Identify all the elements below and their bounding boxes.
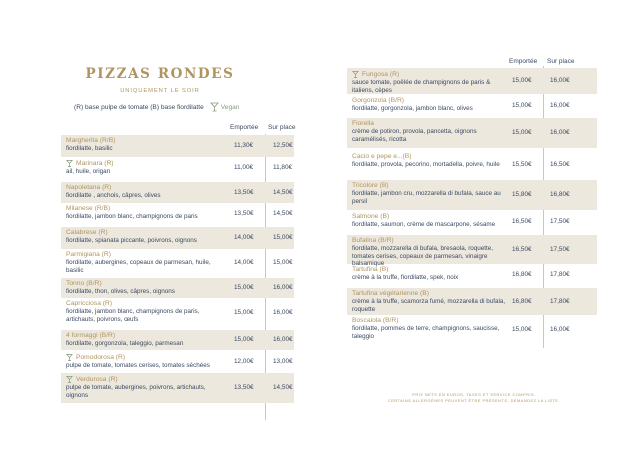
- pizza-name-row: [66, 137, 290, 145]
- price-takeaway: 16,50€: [512, 245, 532, 253]
- pizza-name: Salmone (B): [352, 213, 390, 220]
- pizza-name: Tartufina (B): [352, 266, 389, 273]
- pizza-description: fiordilatte, gorgonzola, jambon blanc, olives: [352, 105, 473, 112]
- pizza-description: ail, huile, origan: [66, 168, 111, 175]
- pizza-name: Tartufina végétarienne (B): [352, 290, 429, 297]
- price-takeaway: 14,00€: [234, 234, 254, 241]
- vegan-glass-icon: [352, 70, 359, 79]
- pizza-name: Boscaiola (B/R): [352, 317, 399, 324]
- menu-item: [61, 157, 294, 179]
- left-header-takeaway: Emportée: [230, 124, 259, 131]
- pizza-name-row: [66, 159, 290, 168]
- price-onsite: 15,00€: [273, 234, 293, 241]
- price-takeaway: 15,00€: [512, 101, 532, 109]
- price-onsite: 14,50€: [273, 188, 293, 196]
- price-onsite: 16,50€: [550, 161, 570, 168]
- pizza-name: Cacio e pepe e...(B): [352, 153, 412, 160]
- menu-item: [61, 249, 294, 276]
- price-takeaway: 11,30€: [234, 142, 254, 149]
- price-onsite: 15,00€: [273, 258, 293, 266]
- pizza-description: sauce tomate, poêlée de champignons de paris & italiens, cèpes: [352, 79, 491, 94]
- pizza-description: fiordilatte , anchois, câpres, olives: [66, 192, 161, 199]
- price-takeaway: 16,80€: [512, 297, 532, 305]
- pizza-name: Milanese (R/B): [66, 205, 111, 212]
- pizza-name: Fungosa (R): [362, 70, 400, 78]
- price-takeaway: 13,50€: [234, 210, 254, 217]
- vegan-glass-icon: [210, 102, 219, 112]
- price-onsite: 13,00€: [273, 357, 293, 365]
- price-takeaway: 15,00€: [512, 326, 532, 333]
- pizza-name: Margherita (R/B): [66, 137, 116, 144]
- pizza-name-row: [352, 120, 593, 128]
- legend: [74, 102, 239, 112]
- price-onsite: 11,80€: [273, 164, 293, 171]
- pizza-name: Pomodorosa (R): [76, 353, 126, 361]
- menu-item: [61, 351, 294, 372]
- page-subtitle: UNIQUEMENT LE SOIR: [120, 88, 200, 94]
- pizza-description: fiordilatte, provola, pecorino, mortadella, poivre, huile: [352, 161, 500, 168]
- footer-line-1: PRIX NETS EN EUROS, TAXES ET SERVICE COMPRIS.: [412, 392, 536, 397]
- pizza-name-row: [66, 205, 290, 213]
- legend-vegan-label: Vegan: [220, 103, 240, 111]
- footer-line-2: CERTAINS ALLERGÈNES PEUVENT ÊTRE PRÉSENTS, DEMANDEZ LA LISTE.: [387, 398, 561, 403]
- price-onsite: 16,00€: [550, 326, 570, 333]
- price-takeaway: 15,00€: [234, 336, 254, 343]
- pizza-name: Bufalina (B/R): [352, 237, 394, 244]
- pizza-name-row: [66, 332, 290, 340]
- pizza-name-row: [66, 300, 290, 308]
- price-takeaway: 15,80€: [512, 191, 532, 198]
- price-takeaway: 13,50€: [234, 188, 254, 196]
- pizza-name: Capricciosa (R): [66, 300, 113, 307]
- pizza-description: fiordilatte, basilic: [66, 145, 113, 152]
- pizza-name: Tricolore (B): [352, 182, 389, 189]
- pizza-name: Fiorella: [352, 120, 374, 127]
- price-onsite: 16,00€: [273, 284, 293, 291]
- vegan-glass-icon: [66, 375, 73, 384]
- right-header-onsite: Sur place: [547, 58, 575, 65]
- menu-item: [61, 227, 294, 249]
- pizza-description: fiordilatte, aubergines, copeaux de parmesan, huile, basilic: [66, 259, 211, 274]
- pizza-name: Parmigiana (R): [66, 251, 111, 258]
- price-onsite: 17,50€: [550, 245, 570, 253]
- price-onsite: 16,80€: [550, 191, 570, 198]
- menu-item: [61, 203, 294, 225]
- pizza-name: Napoletana (R): [66, 184, 112, 191]
- pizza-description: fiordilatte, gorgonzola, taleggio, parmesan: [66, 340, 184, 347]
- pizza-description: crème de potiron, provola, pancetta, oignons caramélisés, ricotta: [352, 128, 477, 143]
- price-takeaway: 15,00€: [512, 77, 532, 84]
- pizza-description: fiordilatte, thon, olives, câpres, oignons: [66, 288, 175, 295]
- pizza-name-row: [352, 317, 593, 325]
- pizza-description: crème à la truffe, fiordilatte, spek, noix: [352, 274, 459, 281]
- price-onsite: 16,00€: [273, 309, 293, 316]
- pizza-name: Marinara (R): [76, 159, 114, 167]
- pizza-name-row: [66, 184, 290, 192]
- price-takeaway: 15,00€: [234, 309, 254, 316]
- price-takeaway: 14,00€: [234, 258, 254, 266]
- pizza-description: pulpe de tomate, aubergines, poivrons, artichauts, oignons: [66, 384, 206, 399]
- price-onsite: 16,00€: [550, 77, 570, 84]
- price-takeaway: 15,00€: [234, 284, 254, 291]
- pizza-name-row: [352, 182, 593, 190]
- price-onsite: 16,00€: [550, 129, 570, 136]
- pizza-name: Tonno (B/R): [66, 280, 102, 287]
- pizza-name-row: [352, 153, 593, 161]
- price-takeaway: 13,50€: [234, 384, 254, 391]
- price-onsite: 14,50€: [273, 210, 293, 217]
- pizza-name: 4 formaggi (B/R): [66, 332, 116, 339]
- pizza-name-row: [66, 280, 290, 288]
- price-onsite: 17,80€: [550, 271, 570, 278]
- left-header-onsite: Sur place: [268, 124, 296, 131]
- pizza-name-row: [66, 375, 290, 384]
- price-onsite: 12,50€: [273, 142, 293, 149]
- vegan-glass-icon: [66, 353, 73, 362]
- menu-item: [61, 330, 294, 350]
- price-takeaway: 15,50€: [512, 161, 532, 168]
- pizza-description: fiordilatte, pommes de terre, champignons, saucisse, taleggio: [352, 325, 500, 340]
- price-takeaway: 12,00€: [234, 357, 254, 365]
- price-onsite: 16,00€: [550, 101, 570, 109]
- price-takeaway: 15,00€: [512, 129, 532, 136]
- pizza-name-row: [66, 353, 290, 362]
- pizza-name-row: [66, 251, 290, 259]
- pizza-description: fiordilatte, saumon, crème de mascarpone, sésame: [352, 221, 496, 228]
- pizza-description: fiordilatte, spianata piccante, poivrons, oignons: [66, 237, 197, 244]
- menu-item: [61, 298, 294, 328]
- price-onsite: 17,50€: [550, 218, 570, 225]
- price-onsite: 17,80€: [550, 297, 570, 305]
- legend-text: (R) base pulpe de tomate (B) base fiordilatte: [74, 103, 204, 111]
- pizza-name: Verdurosa (R): [76, 375, 118, 383]
- price-takeaway: 11,00€: [234, 164, 254, 171]
- pizza-description: fiordilatte, mozzarella di bufala, bresaola, roquette, tomates cerises, copeaux de parmesan, vinaigre balsamique: [352, 245, 494, 268]
- page-title: PIZZAS RONDES: [85, 66, 235, 82]
- pizza-name-row: [66, 229, 290, 237]
- pizza-name: Gorgonzola (B/R): [352, 97, 405, 104]
- pizza-description: crème à la truffe, scamorza fumé, mozzarella di bufala, roquette: [352, 298, 506, 313]
- pizza-description: fiordilatte, jambon blanc, champignons de paris: [66, 213, 198, 220]
- pizza-name: Calabrese (R): [66, 229, 108, 236]
- menu-item: [61, 182, 294, 203]
- price-takeaway: 16,50€: [512, 218, 532, 225]
- price-onsite: 16,00€: [273, 336, 293, 343]
- menu-item: [61, 373, 294, 403]
- pizza-description: pulpe de tomate, tomates cerises, tomates séchées: [66, 362, 210, 369]
- right-header-takeaway: Emportée: [509, 58, 538, 65]
- menu-item: [61, 278, 294, 298]
- vegan-glass-icon: [66, 159, 73, 168]
- pizza-description: fiordilatte, jambon blanc, champignons de paris, artichauts, poivrons, œufs: [66, 308, 200, 323]
- price-takeaway: 16,80€: [512, 271, 532, 278]
- menu-item: [61, 135, 294, 157]
- pizza-description: fiordilatte, jambon cru, mozzarella di bufala, sauce au persil: [352, 190, 501, 205]
- pizza-name-row: [352, 237, 593, 245]
- price-onsite: 14,50€: [273, 384, 293, 391]
